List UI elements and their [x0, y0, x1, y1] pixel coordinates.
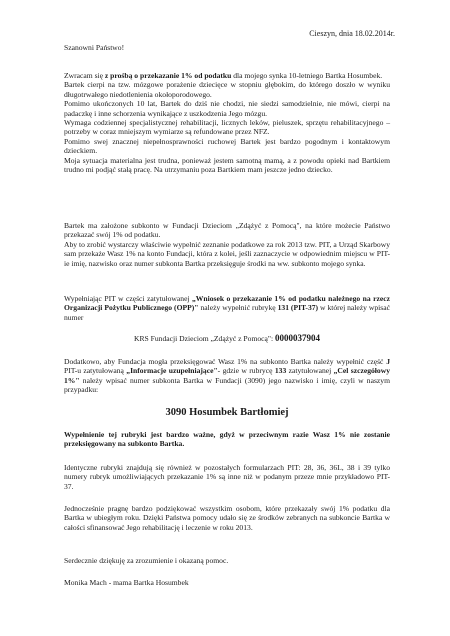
intro-request: z prośbą o przekazanie 1% od podatku	[104, 71, 232, 80]
pit-instructions: Aby to zrobić wystarczy właściwie wypełnić zeznanie podatkowe za rok 2013 tzw. PIT, a Urząd Skarbowy sam przekaże Wasz 1% na konto Fundacji, która z kolei, jeśli zaznaczycie w odpowiednim miejscu w PIT-ie imię, nazwisko oraz numer subkonta Bartka przeksięguje środki na ww. subkonto mojego synka.	[64, 239, 390, 268]
pit-part-j: J	[386, 357, 390, 366]
intro-text-1: Zwracam się	[64, 71, 105, 80]
subaccount-info: Bartek ma założone subkonto w Fundacji Dzieciom „Zdążyć z Pomocą", na które możecie Państwo przekazać swój 1% od podatku.	[64, 221, 390, 240]
pit-text-2: należy wypełnić rubrykę	[198, 303, 278, 313]
pit-text-1: Wypełniając PIT w części zatytułowanej	[64, 294, 192, 303]
add-text-2: PIT-u zatytułowaną	[64, 366, 127, 376]
info-section-title: „Informacje uzupełniające"	[126, 366, 218, 376]
field-133: 133	[274, 366, 287, 376]
needs-paragraph: Wymaga codziennej specjalistycznej rehabilitacji, licznych leków, pieluszek, sprzętu rehabilitacyjnego – potrzeby w coraz mniejszym wymiarze są refundowane przez NFZ.	[64, 118, 390, 137]
warning-paragraph: Wypełnienie tej rubryki jest bardzo ważne, gdyż w przeciwnym razie Wasz 1% nie zostanie przeksięgowany na subkonto Bartka.	[64, 430, 390, 449]
pit-text-3: w której należy wpisać numer	[64, 303, 390, 322]
additional-info-paragraph	[64, 357, 390, 395]
intro-paragraph	[64, 71, 390, 174]
other-forms-paragraph: Identyczne rubryki znajdują się również w pozostałych formularzach PIT: 28, 36, 36L, 38 i 39 tylko numery rubryk umożliwiających przekazanie 1% są inne niż w podanym przeze mnie przykładowo PIT-37.	[64, 463, 390, 491]
pit-field-number: 131 (PIT-37)	[277, 303, 319, 313]
pit-section-title: „Wniosek o przekazanie 1% od podatku należnego na rzecz Organizacji Pożytku Publicznego (OPP)"	[64, 294, 390, 313]
letter-date: Cieszyn, dnia 18.02.2014r.	[309, 29, 395, 38]
signature: Monika Mach - mama Bartka Hosumbek	[64, 578, 189, 587]
condition-paragraph: Pomimo ukończonych 10 lat, Bartek do dziś nie chodzi, nie siedzi samodzielnie, nie mówi, cierpi na padaczkę i inne schorzenia wynikające z uszkodzenia Jego mózgu.	[64, 99, 390, 118]
krs-number: 0000037904	[275, 333, 320, 343]
greeting: Szanowni Państwo!	[64, 43, 125, 52]
foundation-paragraph	[64, 221, 390, 268]
krs-label: KRS Fundacji Dzieciom „Zdążyć z Pomocą":	[133, 334, 275, 343]
goal-field-title: „Cel szczegółowy 1%"	[64, 366, 390, 385]
personality-paragraph: Pomimo swej znacznej niepełnosprawności ruchowej Bartek jest bardzo pogodnym i kontaktowym dzieckiem.	[64, 136, 390, 156]
add-text-4: zatytułowanej	[286, 366, 334, 376]
thanks-paragraph: Jednocześnie pragnę bardzo podziękować wszystkim osobom, które przekazały swój 1% podatku dla Bartka w ubiegłym roku. Dzięki Państwa pomocy udało się ze środków zebranych na subkoncie Bartka w całości sfinansować Jego rehabilitację i leczenie w roku 2013.	[64, 504, 390, 532]
add-text-3: - gdzie w rubrycę	[217, 366, 275, 376]
intro-text-2: dla mojego synka 10-letniego Bartka Hosumbek.	[231, 71, 383, 80]
diagnosis-paragraph: Bartek cierpi na tzw. mózgowe porażenie dziecięce w stopniu głębokim, do którego doszło w wyniku długotrwałego niedotlenienia okołoporodowego.	[64, 80, 390, 99]
krs-line	[64, 334, 390, 343]
situation-paragraph: Moja sytuacja materialna jest trudna, ponieważ jestem samotną mamą, a z powodu opieki nad Bartkiem trudno mi podjąć stałą pracę. Na utrzymaniu poza Bartkiem mam jeszcze jedno dziecko.	[64, 155, 390, 175]
subaccount-code: 3090 Hosumbek Bartłomiej	[165, 407, 289, 418]
add-text-1: Dodatkowo, aby Fundacja mogła przeksięgować Wasz 1% na subkonto Bartka należy wypełnić część	[64, 357, 387, 366]
pit-section-paragraph	[64, 294, 390, 322]
add-text-5: należy wpisać numer subkonta Bartka w Fundacji (3090) jego nazwisko i imię, czyli w naszym przypadku:	[64, 375, 390, 395]
closing-line: Serdecznie dziękuję za zrozumienie i okazaną pomoc.	[64, 556, 229, 565]
